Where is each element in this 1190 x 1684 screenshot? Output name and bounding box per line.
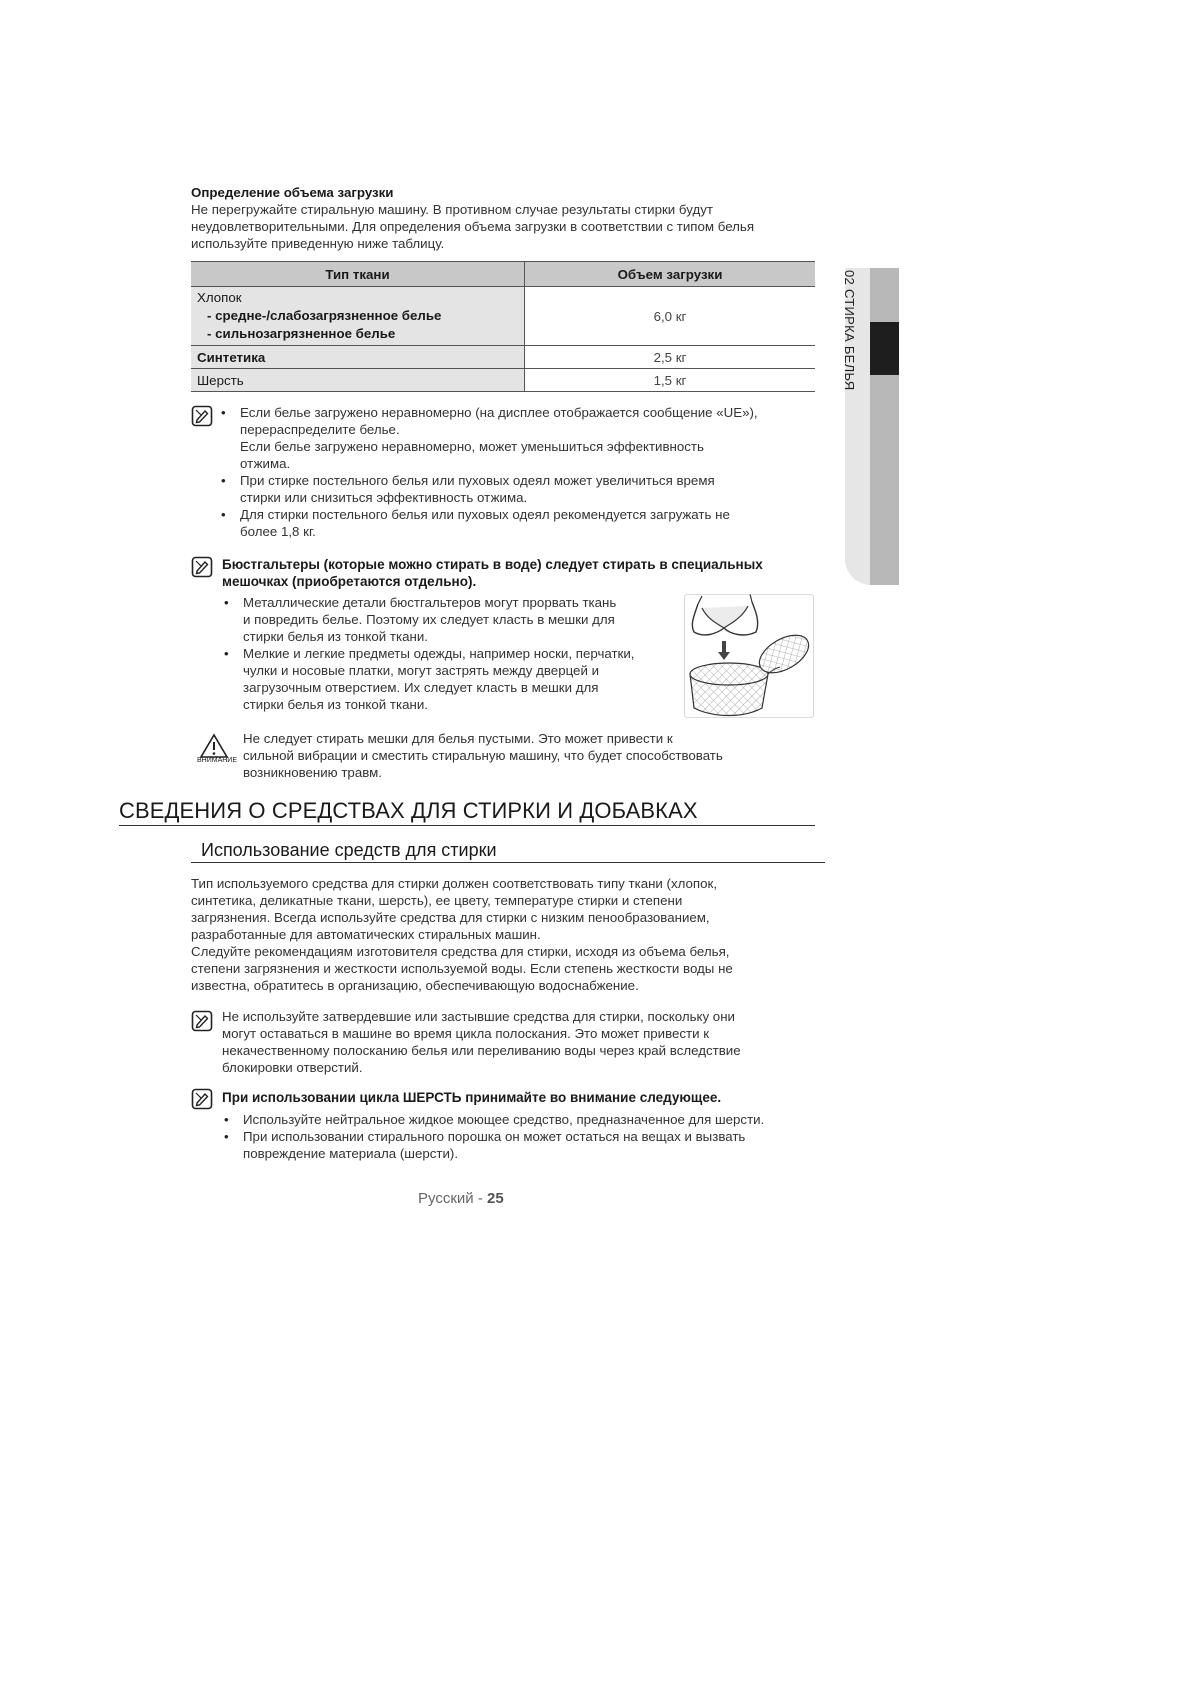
list-item (222, 594, 692, 645)
note-line: • При стирке постельного белья или пуховых одеял может увеличиться время (240, 473, 715, 488)
fabric-cotton-sub: - сильнозагрязненное белье (207, 326, 396, 341)
note-line: • При использовании стирального порошка он может остаться на вещах и вызвать (243, 1129, 746, 1144)
table-header-load: Объем загрузки (525, 262, 816, 287)
table-cell-load: 2,5 кг (525, 346, 816, 369)
load-intro-line: неудовлетворительными. Для определения объема загрузки в соответствии с типом белья (191, 219, 755, 234)
warning-label: ВНИМАНИЕ (197, 757, 238, 764)
load-table (191, 261, 815, 392)
note-line: некачественному полосканию белья или переливанию воды через край вследствие (222, 1043, 741, 1058)
list-item (222, 645, 692, 713)
side-tab-label: 02 СТИРКА БЕЛЬЯ (842, 270, 857, 391)
note-line: • Металлические детали бюстгальтеров могут прорвать ткань (243, 595, 617, 610)
fabric-synthetics: Синтетика (191, 346, 525, 369)
note-2-title (222, 556, 822, 590)
list-item (219, 404, 819, 472)
note-icon (191, 556, 213, 578)
note-line: • Мелкие и легкие предметы одежды, например носки, перчатки, (243, 646, 635, 661)
note-line: стирки белья из тонкой ткани. (243, 629, 428, 644)
body-line: Тип используемого средства для стирки должен соответствовать типу ткани (хлопок, (191, 876, 718, 891)
note-3 (222, 1008, 822, 1076)
note-line: Если белье загружено неравномерно, может уменьшиться эффективность (240, 439, 704, 454)
note-line: отжима. (240, 456, 291, 471)
table-cell-fabric (191, 287, 525, 346)
note-line: более 1,8 кг. (240, 524, 316, 539)
body-line: загрязнения. Всегда используйте средства для стирки с низким пенообразованием, (191, 910, 710, 925)
note-icon (191, 405, 213, 427)
note-line: Не используйте затвердевшие или застывшие средства для стирки, поскольку они (222, 1009, 735, 1024)
list-item (222, 1111, 832, 1128)
note-line: стирки белья из тонкой ткани. (243, 697, 428, 712)
list-item (222, 1128, 832, 1162)
load-section (191, 184, 821, 252)
note-line: • Для стирки постельного белья или пуховых одеял рекомендуется загружать не (240, 507, 730, 522)
side-tab-marker (870, 322, 899, 375)
side-tab-bar (870, 268, 899, 585)
note-line: и повредить белье. Поэтому их следует класть в мешки для (243, 612, 615, 627)
note-line: перераспределите белье. (240, 422, 400, 437)
note-line: блокировки отверстий. (222, 1060, 363, 1075)
body-line: разработанные для автоматических стиральных машин. (191, 927, 541, 942)
load-intro-line: используйте приведенную ниже таблицу. (191, 236, 445, 251)
table-cell-load: 6,0 кг (525, 287, 816, 346)
note-title-line: Бюстгальтеры (которые можно стирать в воде) следует стирать в специальных (222, 557, 763, 572)
note-4-list (222, 1111, 832, 1162)
table-row (191, 287, 815, 346)
body-line: степени загрязнения и жесткости используемой воды. Если степень жесткости воды не (191, 961, 733, 976)
note-1 (219, 404, 819, 540)
laundry-bag-illustration (684, 594, 814, 718)
body-line: синтетика, деликатные ткани, шерсть), ее цвету, температуре стирки и степени (191, 893, 683, 908)
caution-line: возникновению травм. (243, 765, 382, 780)
list-item (219, 472, 819, 506)
arrow-down-icon (718, 652, 730, 660)
note-line: • Если белье загружено неравномерно (на дисплее отображается сообщение «UE»), (240, 405, 758, 420)
table-cell-load: 1,5 кг (525, 369, 816, 392)
detergent-body (191, 875, 821, 994)
note-icon (191, 1010, 213, 1032)
body-line: Следуйте рекомендациям изготовителя средства для стирки, исходя из объема белья, (191, 944, 730, 959)
page-footer (418, 1190, 504, 1207)
fabric-cotton: Хлопок (197, 290, 242, 305)
list-item (219, 506, 819, 540)
table-header-row (191, 262, 815, 287)
footer-language: Русский - (418, 1190, 487, 1207)
note-4-title: При использовании цикла ШЕРСТЬ принимайте во внимание следующее. (222, 1090, 722, 1105)
page-number: 25 (487, 1190, 504, 1207)
caution-line: Не следует стирать мешки для белья пустыми. Это может привести к (243, 731, 673, 746)
subsection-title: Использование средств для стирки (191, 840, 825, 863)
note-line: чулки и носовые платки, могут застрять между дверцей и (243, 663, 599, 678)
note-line: повреждение материала (шерсти). (243, 1146, 459, 1161)
caution-text (243, 730, 823, 781)
note-line: загрузочным отверстием. Их следует класть в мешки для (243, 680, 599, 695)
table-row (191, 346, 815, 369)
note-2-list (222, 594, 692, 713)
caution-line: сильной вибрации и сместить стиральную машину, что будет способствовать (243, 748, 723, 763)
section-title: СВЕДЕНИЯ О СРЕДСТВАХ ДЛЯ СТИРКИ И ДОБАВКАХ (119, 798, 815, 826)
table-row (191, 369, 815, 392)
note-line: могут оставаться в машине во время цикла полоскания. Это может привести к (222, 1026, 710, 1041)
fabric-cotton-sub: - средне-/слабозагрязненное белье (207, 308, 442, 323)
note-title-line: мешочках (приобретаются отдельно). (222, 574, 477, 589)
note-line: • Используйте нейтральное жидкое моющее средство, предназначенное для шерсти. (243, 1112, 765, 1127)
table-header-fabric: Тип ткани (191, 262, 525, 287)
note-line: стирки или снизиться эффективность отжима. (240, 490, 528, 505)
note-icon (191, 1088, 213, 1110)
body-line: известна, обратитесь в организацию, обеспечивающую водоснабжение. (191, 978, 639, 993)
fabric-wool: Шерсть (191, 369, 525, 392)
load-intro-line: Не перегружайте стиральную машину. В противном случае результаты стирки будут (191, 202, 713, 217)
load-section-title: Определение объема загрузки (191, 185, 394, 200)
